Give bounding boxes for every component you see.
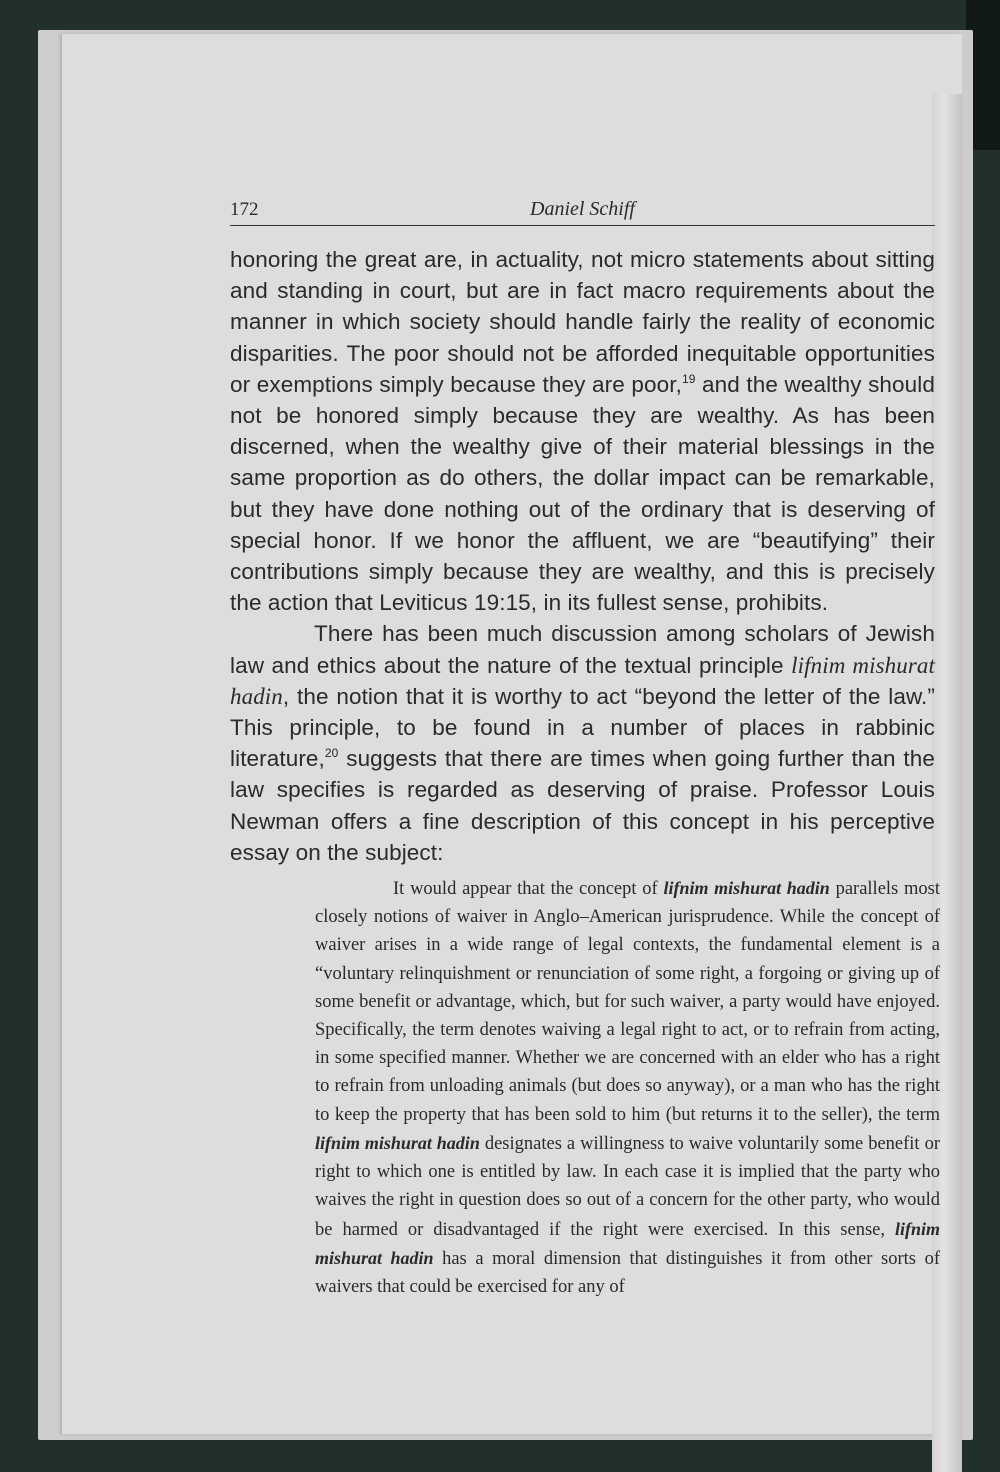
block-quote	[315, 874, 940, 1301]
quote-term-3: lifnim mishurat hadin	[315, 1218, 940, 1268]
quote-text-d: has a moral dimension that distinguishes it from other sorts of waivers that could be exercised for any of	[315, 1248, 940, 1297]
term-lifnim-mishurat-hadin: lifnim mishurat hadin	[230, 652, 935, 709]
quote-text-c: designates a willingness to waive voluntarily some benefit or right to which one is entitled by law. In each case it is implied that the party who waives the right in question does so out of a concern for the other party, who would be harmed or disadvantaged if the right were exercised. In this sense,	[315, 1133, 940, 1240]
page-header	[230, 195, 935, 226]
quote-text-b: parallels most closely notions of waiver in Anglo–American jurisprudence. While the concept of waiver arises in a wide range of legal contexts, the fundamental element is a “voluntary relinquishment or renunciation of some right, a forgoing or giving up of some benefit or advantage, which, but for such waiver, a party would have enjoyed. Specifically, the term denotes waiving a legal right to act, or to refrain from acting, in some specified manner. Whether we are concerned with an elder who has a right to refrain from unloading animals (but does so anyway), or a man who has the right to keep the property that has been sold to him (but returns it to the seller), the term	[315, 879, 940, 1125]
page-number: 172	[230, 199, 259, 220]
paragraph-1-text-a: honoring the great are, in actuality, not micro statements about sitting and standing in court, but are in fact macro requirements about the manner in which society should handle fairly the reality of economic disparities. The poor should not be afforded inequitable opportunities or exemptions simply because they are poor,	[230, 247, 935, 397]
paragraph-2-text-c: suggests that there are times when going further than the law specifies is regarded as deserving of praise. Professor Louis Newman offers a fine description of this concept in his perceptive essay on the subject:	[230, 746, 935, 865]
quote-text-a: It would appear that the concept of	[393, 879, 664, 900]
quote-term-2: lifnim mishurat hadin	[315, 1132, 480, 1153]
footnote-20: 20	[324, 746, 339, 761]
paragraph-2	[230, 618, 935, 868]
running-head: Daniel Schiff	[530, 198, 635, 220]
paragraph-2-text-b: , the notion that it is worthy to act “beyond the letter of the law.” This principle, to be found in a number of places in rabbinic literature,	[230, 683, 935, 772]
footnote-19: 19	[681, 371, 696, 386]
paragraph-1	[230, 244, 935, 618]
quote-term-1: lifnim mishurat hadin	[663, 878, 830, 899]
paragraph-1-text-b: and the wealthy should not be honored simply because they are wealthy. As has been discerned, when the wealthy give of their material blessings in the same proportion as do others, the dollar impact can be remarkable, but they have done nothing out of the ordinary that is deserving of special honor. If we honor the affluent, we are “beautifying” their contributions simply because they are wealthy, and this is precisely the action that Leviticus 19:15, in its fullest sense, prohibits.	[230, 371, 935, 616]
page-content	[230, 195, 940, 1301]
body-text	[230, 244, 935, 868]
paragraph-2-text-a: There has been much discussion among scholars of Jewish law and ethics about the nature of the textual principle	[230, 621, 935, 678]
